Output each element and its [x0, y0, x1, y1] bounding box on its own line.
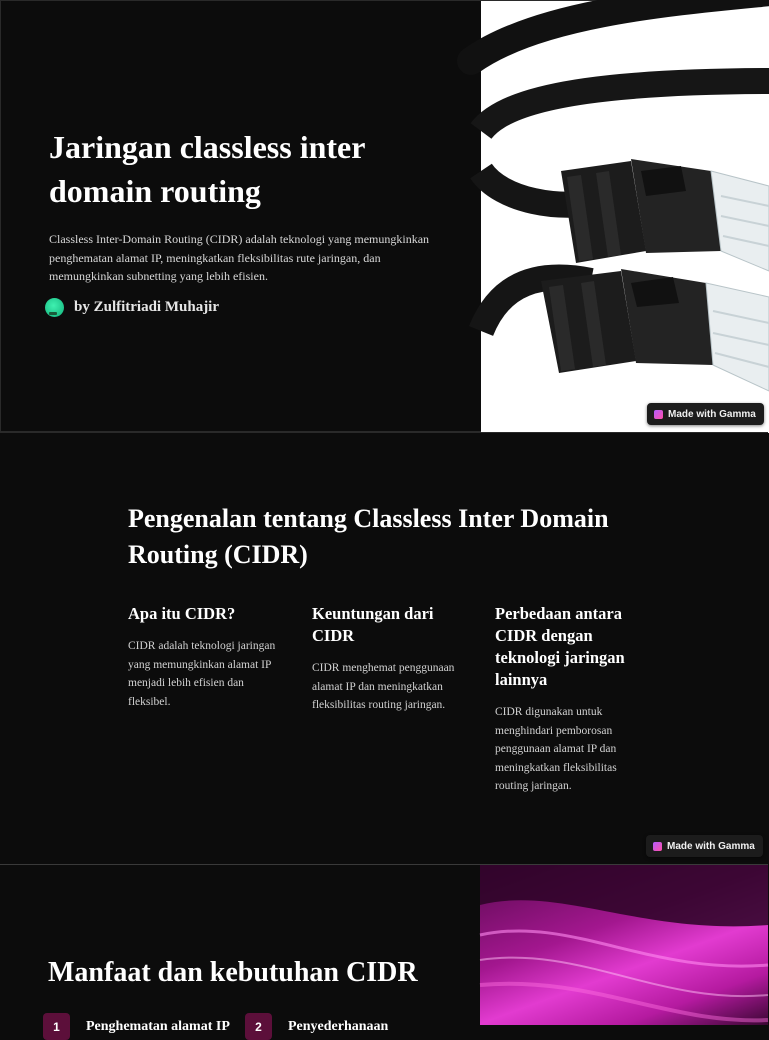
ethernet-cable-image: [481, 1, 769, 433]
step-item-2: [245, 1013, 388, 1040]
slide-description: Classless Inter-Domain Routing (CIDR) adalah teknologi yang memungkinkan penghematan alamat IP, meningkatkan fleksibilitas rute jaringan, dan memungkinkan subnetting yang lebih efisien.: [49, 232, 430, 283]
avatar: [45, 298, 64, 317]
slide-introduction: [0, 432, 768, 864]
info-column-what-is-cidr: [128, 603, 278, 711]
step-label: Penghematan alamat IP: [86, 1018, 230, 1034]
author-byline: [45, 293, 219, 321]
column-text: CIDR menghemat penggunaan alamat IP dan meningkatkan fleksibilitas routing jaringan.: [312, 662, 455, 711]
gamma-logo-icon: [654, 410, 663, 419]
gamma-logo-icon: [653, 842, 662, 851]
info-column-differences: [495, 603, 645, 796]
page-title: Jaringan classless inter domain routing: [49, 129, 365, 209]
made-with-gamma-badge[interactable]: [647, 403, 764, 425]
step-number: 1: [43, 1013, 70, 1040]
column-text: CIDR digunakan untuk menghindari pemborosan penggunaan alamat IP dan meningkatkan fleksibilitas routing jaringan.: [495, 706, 617, 792]
step-number: 2: [245, 1013, 272, 1040]
step-label: Penyederhanaan: [288, 1018, 389, 1034]
column-text: CIDR adalah teknologi jaringan yang memungkinkan alamat IP menjadi lebih efisien dan fleksibel.: [128, 640, 276, 708]
step-item-1: [43, 1013, 230, 1040]
column-heading: Keuntungan dari CIDR: [312, 604, 434, 645]
made-with-gamma-label: Made with Gamma: [667, 840, 755, 852]
slide-title: [0, 0, 768, 432]
made-with-gamma-label: Made with Gamma: [668, 408, 756, 420]
section-title: Pengenalan tentang Classless Inter Domain Routing (CIDR): [128, 504, 609, 569]
column-heading: Perbedaan antara CIDR dengan teknologi jaringan lainnya: [495, 604, 625, 689]
ethernet-cable-illustration: [481, 1, 769, 433]
slide-benefits: [0, 864, 768, 1034]
magenta-abstract-image: [480, 865, 768, 1025]
author-name: by Zulfitriadi Muhajir: [74, 298, 220, 315]
abstract-wave-illustration: [480, 865, 768, 1025]
section-title: Manfaat dan kebutuhan CIDR: [48, 957, 418, 988]
made-with-gamma-badge[interactable]: [646, 835, 763, 857]
info-column-benefits: [312, 603, 462, 715]
column-heading: Apa itu CIDR?: [128, 604, 236, 623]
